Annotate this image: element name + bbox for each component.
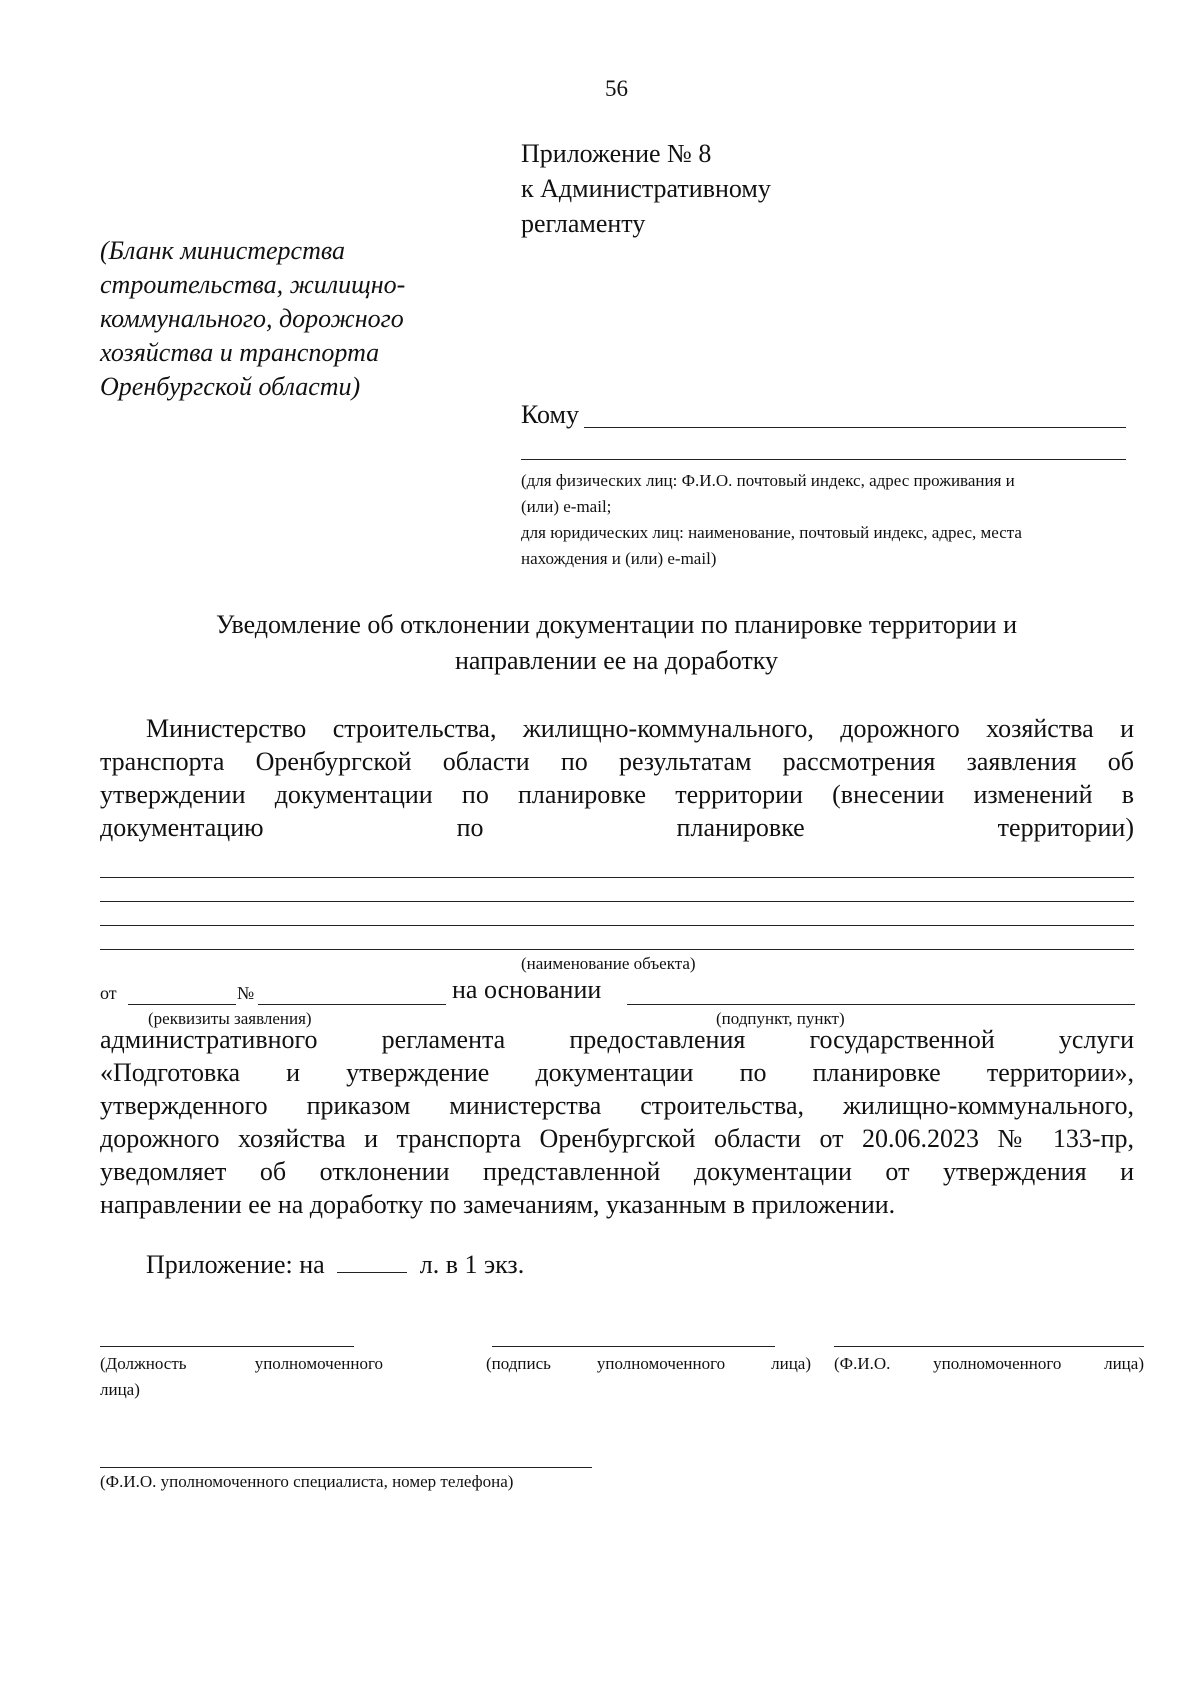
full-name-caption: (Ф.И.О. уполномоченного лица) — [834, 1354, 1144, 1373]
signature-caption: (подпись уполномоченного лица) — [486, 1354, 811, 1373]
body-paragraph-2 — [100, 1023, 1134, 1221]
blank-note-line: Оренбургской области) — [100, 372, 361, 401]
attachment-suffix: л. в 1 экз. — [419, 1250, 525, 1279]
recipient-hint-line: (или) e-mail; — [521, 497, 612, 516]
appendix-line-1: Приложение № 8 — [521, 139, 712, 168]
paragraph-line: уведомляет об отклонении представленной документации от утверждения и — [100, 1157, 1134, 1186]
full-name-signature-line[interactable] — [834, 1346, 1144, 1347]
letterhead-placeholder-note — [100, 234, 405, 404]
specialist-line[interactable] — [100, 1467, 592, 1468]
blank-note-line: (Бланк министерства — [100, 236, 345, 265]
recipient-hint-line: (для физических лиц: Ф.И.О. почтовый индекс, адрес проживания и — [521, 471, 1015, 490]
document-title — [0, 607, 1200, 679]
appendix-line-2: к Административному — [521, 174, 771, 203]
position-caption: (Должность уполномоченного — [100, 1354, 383, 1373]
object-name-line-2[interactable] — [100, 901, 1134, 902]
basis-label: на основании — [452, 975, 602, 1004]
blank-note-line: хозяйства и транспорта — [100, 338, 380, 367]
appendix-reference — [521, 136, 771, 241]
position-signature-line[interactable] — [100, 1346, 354, 1347]
application-number-label: № — [237, 983, 255, 1003]
page-number: 56 — [605, 76, 628, 101]
signature-line[interactable] — [492, 1346, 775, 1347]
paragraph-line: «Подготовка и утверждение документации по планировке территории», — [100, 1058, 1134, 1087]
requisites-caption: (реквизиты заявления) — [148, 1009, 312, 1028]
recipient-hint-line: нахождения и (или) e-mail) — [521, 549, 717, 568]
basis-field-line[interactable] — [627, 1004, 1135, 1005]
paragraph-line: утверждении документации по планировке территории (внесении изменений в — [100, 780, 1134, 809]
recipient-field-line-1[interactable] — [584, 427, 1126, 428]
application-number-line[interactable] — [258, 1004, 446, 1005]
title-line-2: направлении ее на доработку — [454, 646, 779, 675]
paragraph-line: Министерство строительства, жилищно-коммунального, дорожного хозяйства и — [146, 714, 1134, 743]
recipient-field-line-2[interactable] — [521, 459, 1126, 460]
specialist-caption: (Ф.И.О. уполномоченного специалиста, номер телефона) — [100, 1472, 514, 1491]
position-caption-continued: лица) — [100, 1380, 140, 1399]
recipient-label: Кому — [521, 400, 580, 429]
title-line-1: Уведомление об отклонении документации по планировке территории и — [216, 610, 1017, 639]
body-paragraph-1 — [100, 712, 1134, 844]
recipient-hint — [521, 468, 1126, 572]
application-from-label: от — [100, 983, 117, 1003]
paragraph-line: направлении ее на доработку по замечаниям, указанным в приложении. — [100, 1190, 896, 1219]
recipient-hint-line: для юридических лиц: наименование, почтовый индекс, адрес, места — [521, 523, 1022, 542]
paragraph-line: административного регламента предоставления государственной услуги — [100, 1025, 1134, 1054]
attachment-sheets-field[interactable] — [337, 1250, 407, 1273]
application-date-line[interactable] — [128, 1004, 236, 1005]
blank-note-line: коммунального, дорожного — [100, 304, 404, 333]
attachment-prefix: Приложение: на — [146, 1250, 325, 1279]
subpoint-caption: (подпункт, пункт) — [716, 1009, 845, 1028]
object-name-line-3[interactable] — [100, 925, 1134, 926]
paragraph-line: утвержденного приказом министерства строительства, жилищно-коммунального, — [100, 1091, 1134, 1120]
object-name-line-4[interactable] — [100, 949, 1134, 950]
paragraph-line: транспорта Оренбургской области по результатам рассмотрения заявления об — [100, 747, 1134, 776]
attachment-note — [146, 1250, 524, 1280]
paragraph-line: дорожного хозяйства и транспорта Оренбургской области от 20.06.2023 № 133-пр, — [100, 1124, 1134, 1153]
appendix-line-3: регламенту — [521, 209, 646, 238]
object-name-caption: (наименование объекта) — [521, 954, 696, 973]
paragraph-line: документацию по планировке территории) — [100, 813, 1134, 842]
blank-note-line: строительства, жилищно- — [100, 270, 406, 299]
object-name-line-1[interactable] — [100, 877, 1134, 878]
